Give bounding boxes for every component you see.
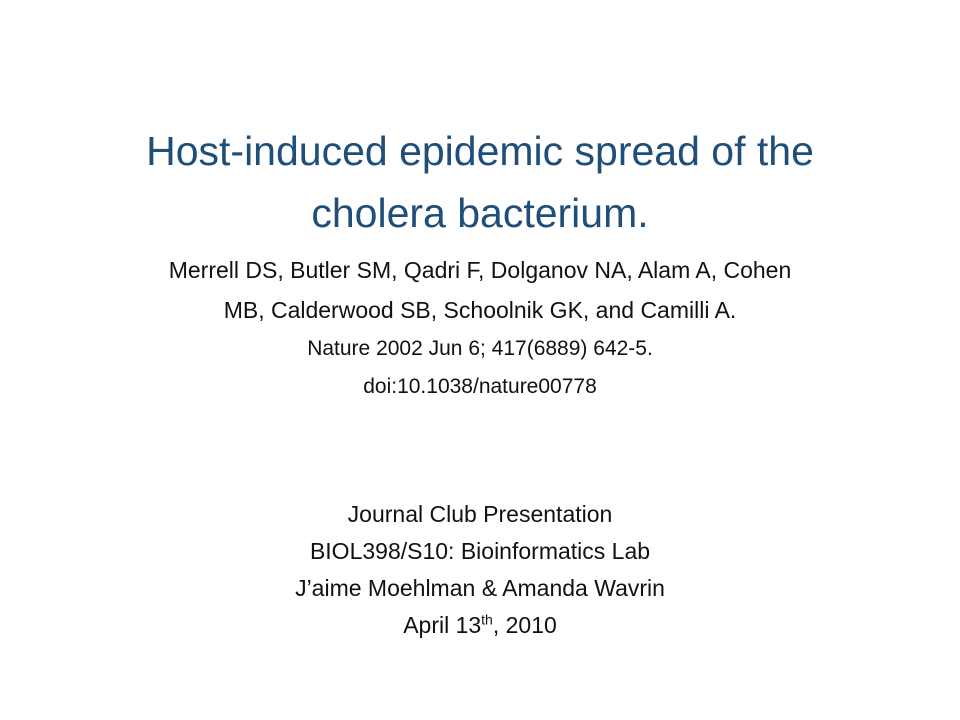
citation-block: [60, 250, 900, 406]
doi: doi:10.1038/nature00778: [363, 375, 597, 398]
journal-reference: Nature 2002 Jun 6; 417(6889) 642-5.: [307, 337, 653, 360]
title-line-1: Host-induced epidemic spread of the: [146, 128, 814, 174]
presenter-names: J’aime Moehlman & Amanda Wavrin: [295, 575, 665, 601]
course-name: BIOL398/S10: Bioinformatics Lab: [309, 538, 651, 564]
authors-line-1: Merrell DS, Butler SM, Qadri F, Dolganov NA, Alam A, Cohen: [168, 257, 792, 283]
date-prefix: April 13: [403, 612, 482, 638]
date-rest: , 2010: [492, 612, 557, 638]
authors-line-2: MB, Calderwood SB, Schoolnik GK, and Camilli A.: [223, 297, 737, 323]
slide-title: [60, 120, 900, 244]
presentation-date: [60, 607, 900, 644]
date-ordinal-suffix: th: [481, 611, 493, 628]
presentation-type: Journal Club Presentation: [347, 501, 613, 527]
presentation-info: [60, 496, 900, 644]
title-line-2: cholera bacterium.: [311, 190, 649, 236]
